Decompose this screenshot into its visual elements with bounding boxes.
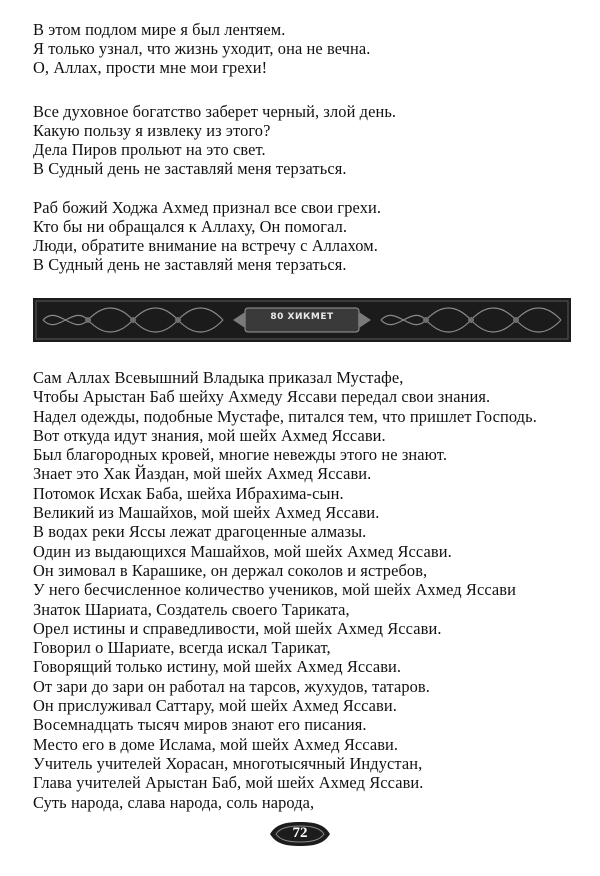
verse-line: У него бесчисленное количество учеников, мой шейх Ахмед Яссави <box>33 580 516 600</box>
page-number-badge <box>268 820 332 848</box>
verse-line: Великий из Машайхов, мой шейх Ахмед Яссави. <box>33 503 380 523</box>
stanza-1 <box>33 20 370 77</box>
main-poem <box>33 368 537 812</box>
section-title: 80 ХИКМЕТ <box>270 312 334 322</box>
verse-line: Надел одежды, подобные Мустафе, питался тем, что пришлет Господь. <box>33 406 537 426</box>
verse-line: В Судный день не заставляй меня терзаться. <box>33 255 347 274</box>
page-number: 72 <box>292 825 308 841</box>
stanza-2 <box>33 102 396 178</box>
verse-line: Место его в доме Ислама, мой шейх Ахмед Яссави. <box>33 734 399 754</box>
verse-line: Был благородных кровей, многие невежды этого не знают. <box>33 445 448 465</box>
verse-line: Орел истины и справедливости, мой шейх Ахмед Яссави. <box>33 618 442 638</box>
verse-line: Говорящий только истину, мой шейх Ахмед Яссави. <box>33 657 402 677</box>
verse-line: Один из выдающихся Машайхов, мой шейх Ахмед Яссави. <box>33 541 452 561</box>
verse-line: Все духовное богатство заберет черный, злой день. <box>33 102 397 121</box>
verse-line: Я только узнал, что жизнь уходит, она не вечна. <box>33 39 371 58</box>
verse-line: Глава учителей Арыстан Баб, мой шейх Ахмед Яссави. <box>33 773 424 793</box>
verse-line: В водах реки Яссы лежат драгоценные алмазы. <box>33 522 367 542</box>
verse-line: Дела Пиров прольют на это свет. <box>33 140 266 159</box>
verse-line: Сам Аллах Всевышний Владыка приказал Мустафе, <box>33 368 404 387</box>
verse-line: Он зимовал в Карашике, он держал соколов и ястребов, <box>33 560 428 580</box>
verse-line: Восемнадцать тысяч миров знают его писания. <box>33 715 367 735</box>
verse-line: Раб божий Ходжа Ахмед признал все свои грехи. <box>33 198 382 217</box>
verse-line: Люди, обратите внимание на встречу с Аллахом. <box>33 236 378 255</box>
verse-line: Чтобы Арыстан Баб шейху Ахмеду Яссави передал свои знания. <box>33 387 491 407</box>
verse-line: Потомок Исхак Баба, шейха Ибрахима-сын. <box>33 483 344 503</box>
verse-line: Суть народа, слава народа, соль народа, <box>33 792 315 812</box>
verse-line: От зари до зари он работал на тарсов, жухудов, татаров. <box>33 676 430 696</box>
verse-line: В Судный день не заставляй меня терзаться. <box>33 159 347 178</box>
verse-line: О, Аллах, прости мне мои грехи! <box>33 58 268 77</box>
verse-line: Учитель учителей Хорасан, многотысячный Индустан, <box>33 753 423 773</box>
verse-line: Он прислуживал Саттару, мой шейх Ахмед Яссави. <box>33 696 397 716</box>
verse-line: Кто бы ни обращался к Аллаху, Он помогал. <box>33 217 348 236</box>
stanza-3 <box>33 198 381 274</box>
verse-line: В этом подлом мире я был лентяем. <box>33 20 286 39</box>
verse-line: Говорил о Шариате, всегда искал Тарикат, <box>33 638 331 658</box>
verse-line: Знает это Хак Йаздан, мой шейх Ахмед Яссави. <box>33 464 372 484</box>
verse-line: Какую пользу я извлеку из этого? <box>33 121 271 140</box>
verse-line: Знаток Шариата, Создатель своего Тариката, <box>33 599 350 619</box>
verse-line: Вот откуда идут знания, мой шейх Ахмед Яссави. <box>33 425 386 445</box>
section-banner <box>33 298 571 342</box>
